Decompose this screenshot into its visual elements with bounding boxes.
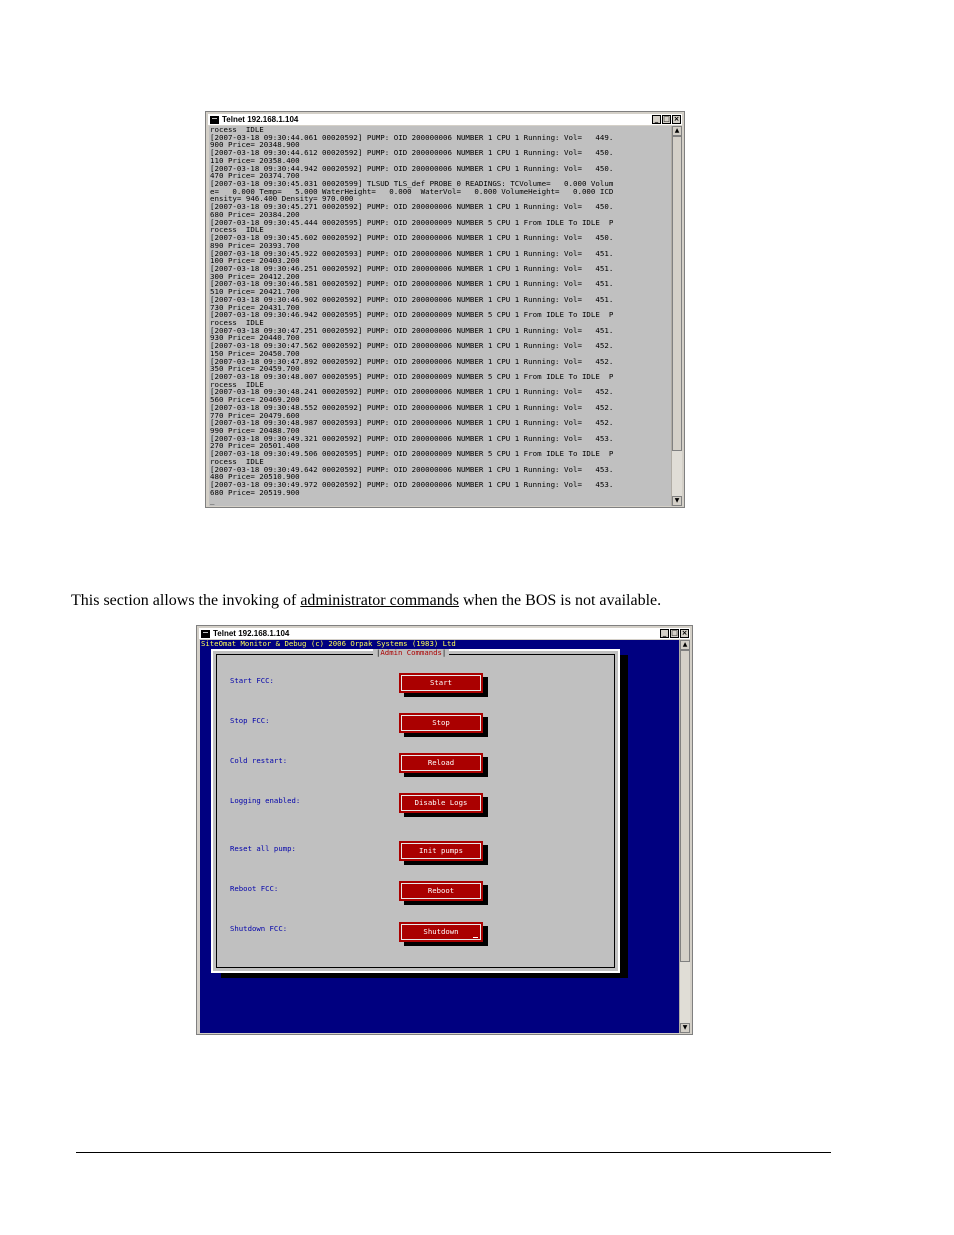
log-line: 990 Price= 20488.700	[210, 426, 300, 436]
maximize-button[interactable]: □	[671, 629, 678, 637]
log-line: [2007-03-18 09:30:49.972 00020592] PUMP: OID 200000006 NUMBER 1 CPU 1 Running: Vol= 453.	[210, 480, 614, 490]
close-button[interactable]: ×	[673, 115, 680, 123]
log-line: 730 Price= 20431.700	[210, 302, 300, 312]
reboot-fcc-label: Reboot FCC:	[230, 884, 279, 893]
log-line: [2007-03-18 09:30:45.271 00020592] PUMP: OID 200000006 NUMBER 1 CPU 1 Running: Vol= 450.	[210, 202, 614, 212]
disable-logs-button[interactable]: Disable Logs	[399, 793, 483, 813]
log-line: 480 Price= 20510.900	[210, 472, 300, 482]
log-line: 100 Price= 20403.200	[210, 256, 300, 266]
scroll-up-arrow-icon[interactable]: ▲	[680, 640, 690, 650]
log-line: [2007-03-18 09:30:49.642 00020592] PUMP: OID 200000006 NUMBER 1 CPU 1 Running: Vol= 453.	[210, 464, 614, 474]
console-icon	[210, 116, 219, 124]
start-button[interactable]: Start	[399, 673, 483, 693]
log-line: [2007-03-18 09:30:47.562 00020592] PUMP: OID 200000006 NUMBER 1 CPU 1 Running: Vol= 452.	[210, 341, 614, 351]
log-line: rocess IDLE	[210, 126, 264, 134]
logging-enabled-label: Logging enabled:	[230, 796, 301, 805]
telnet-admin-window	[196, 625, 693, 1035]
log-output	[209, 126, 672, 504]
log-line: 150 Price= 20450.700	[210, 348, 300, 358]
window-title: Telnet 192.168.1.104	[213, 629, 290, 638]
log-line: 930 Price= 20440.700	[210, 333, 300, 343]
console-icon	[201, 630, 210, 638]
log-line: _	[210, 495, 215, 505]
scroll-down-arrow-icon[interactable]: ▼	[672, 496, 682, 506]
vertical-scrollbar[interactable]	[679, 640, 690, 1033]
console-screen[interactable]	[200, 640, 679, 1033]
log-line: 680 Price= 20519.900	[210, 487, 300, 497]
log-line: rocess IDLE	[210, 225, 264, 235]
log-line: [2007-03-18 09:30:47.251 00020592] PUMP: OID 200000006 NUMBER 1 CPU 1 Running: Vol= 451.	[210, 325, 614, 335]
log-line: 300 Price= 20412.200	[210, 271, 300, 281]
log-line: 110 Price= 20358.400	[210, 155, 300, 165]
log-line: rocess IDLE	[210, 456, 264, 466]
log-line: [2007-03-18 09:30:46.902 00020592] PUMP: OID 200000006 NUMBER 1 CPU 1 Running: Vol= 451.	[210, 294, 614, 304]
log-line: ensity= 946.400 Density= 970.000	[210, 194, 354, 204]
init-pumps-button[interactable]: Init pumps	[399, 841, 483, 861]
log-line: rocess IDLE	[210, 317, 264, 327]
section-description	[71, 592, 661, 610]
title-bar	[199, 628, 690, 639]
log-line: 270 Price= 20501.400	[210, 441, 300, 451]
panel-title: | Admin Commands |	[373, 649, 449, 657]
log-line: [2007-03-18 09:30:47.892 00020592] PUMP: OID 200000006 NUMBER 1 CPU 1 Running: Vol= 452.	[210, 356, 614, 366]
scroll-up-arrow-icon[interactable]: ▲	[672, 126, 682, 136]
scroll-thumb[interactable]	[680, 650, 690, 962]
log-line: 510 Price= 20421.700	[210, 287, 300, 297]
log-line: [2007-03-18 09:30:46.581 00020592] PUMP: OID 200000006 NUMBER 1 CPU 1 Running: Vol= 451.	[210, 279, 614, 289]
description-text-end: when the BOS is not available.	[458, 592, 662, 609]
start-fcc-label: Start FCC:	[230, 676, 274, 685]
log-line: 890 Price= 20393.700	[210, 240, 300, 250]
log-line: [2007-03-18 09:30:46.251 00020592] PUMP: OID 200000006 NUMBER 1 CPU 1 Running: Vol= 451.	[210, 263, 614, 273]
reset-all-pump-label: Reset all pump:	[230, 844, 296, 853]
text-cursor	[473, 937, 478, 938]
log-line: [2007-03-18 09:30:45.922 00020593] PUMP: OID 200000006 NUMBER 1 CPU 1 Running: Vol= 451.	[210, 248, 614, 258]
vertical-scrollbar[interactable]	[671, 126, 682, 506]
log-line: [2007-03-18 09:30:48.987 00020593] PUMP: OID 200000006 NUMBER 1 CPU 1 Running: Vol= 452.	[210, 418, 614, 428]
log-line: 680 Price= 20384.200	[210, 209, 300, 219]
log-line: [2007-03-18 09:30:49.321 00020592] PUMP: OID 200000006 NUMBER 1 CPU 1 Running: Vol= 453.	[210, 433, 614, 443]
shutdown-button[interactable]: Shutdown	[399, 922, 483, 942]
window-title: Telnet 192.168.1.104	[222, 115, 299, 124]
log-line: rocess IDLE	[210, 379, 264, 389]
scroll-thumb[interactable]	[672, 136, 682, 451]
stop-fcc-label: Stop FCC:	[230, 716, 270, 725]
scroll-down-arrow-icon[interactable]: ▼	[680, 1023, 690, 1033]
log-line: [2007-03-18 09:30:48.552 00020592] PUMP: OID 200000006 NUMBER 1 CPU 1 Running: Vol= 452.	[210, 402, 614, 412]
shutdown-fcc-label: Shutdown FCC:	[230, 924, 288, 933]
log-line: [2007-03-18 09:30:48.007 00020595] PUMP: OID 200000009 NUMBER 5 CPU 1 From IDLE To IDLE P	[210, 372, 614, 381]
log-line: [2007-03-18 09:30:49.506 00020595] PUMP: OID 200000009 NUMBER 5 CPU 1 From IDLE To IDLE P	[210, 449, 614, 459]
log-line: [2007-03-18 09:30:45.031 00020599] TLSUD TLS_def PROBE 0 READINGS: TCVolume= 0.000 Volum	[210, 179, 614, 189]
log-line: [2007-03-18 09:30:44.942 00020592] PUMP: OID 200000006 NUMBER 1 CPU 1 Running: Vol= 450.	[210, 163, 614, 173]
reboot-button[interactable]: Reboot	[399, 881, 483, 901]
reload-button[interactable]: Reload	[399, 753, 483, 773]
minimize-button[interactable]: _	[660, 629, 669, 638]
log-line: 470 Price= 20374.700	[210, 171, 300, 181]
log-line: [2007-03-18 09:30:48.241 00020592] PUMP: OID 200000006 NUMBER 1 CPU 1 Running: Vol= 452.	[210, 387, 614, 397]
log-line: 770 Price= 20479.600	[210, 410, 300, 420]
cold-restart-label: Cold restart:	[230, 756, 288, 765]
app-header: SiteOmat Monitor & Debug (c) 2006 Orpak Systems (1983) Ltd	[200, 640, 679, 648]
log-line: [2007-03-18 09:30:45.444 00020595] PUMP: OID 200000009 NUMBER 5 CPU 1 From IDLE To IDLE P	[210, 217, 614, 227]
maximize-button[interactable]: □	[663, 115, 670, 123]
telnet-log-window	[205, 111, 685, 508]
admin-commands-panel	[211, 649, 620, 973]
stop-button[interactable]: Stop	[399, 713, 483, 733]
title-bar	[208, 114, 682, 125]
minimize-button[interactable]: _	[652, 115, 661, 124]
close-button[interactable]: ×	[681, 629, 688, 637]
log-line: 350 Price= 20459.700	[210, 364, 300, 374]
admin-commands-link[interactable]: administrator commands	[300, 592, 459, 609]
log-line: [2007-03-18 09:30:44.612 00020592] PUMP: OID 200000006 NUMBER 1 CPU 1 Running: Vol= 450.	[210, 148, 614, 158]
footer-divider	[76, 1152, 831, 1153]
log-line: 900 Price= 20348.900	[210, 140, 300, 150]
log-line: 560 Price= 20469.200	[210, 395, 300, 405]
description-text-start: This section allows the invoking of	[71, 592, 301, 609]
log-line: [2007-03-18 09:30:44.061 00020592] PUMP: OID 200000006 NUMBER 1 CPU 1 Running: Vol= 449.	[210, 132, 614, 142]
log-line: e= 0.000 Temp= 5.000 WaterHeight= 0.000 WaterVol= 0.000 VolumeHeight= 0.000 ICD	[210, 186, 614, 196]
console-screen[interactable]	[209, 126, 672, 506]
log-line: [2007-03-18 09:30:46.942 00020595] PUMP: OID 200000009 NUMBER 5 CPU 1 From IDLE To IDLE P	[210, 310, 614, 320]
log-line: [2007-03-18 09:30:45.602 00020592] PUMP: OID 200000006 NUMBER 1 CPU 1 Running: Vol= 450.	[210, 233, 614, 243]
